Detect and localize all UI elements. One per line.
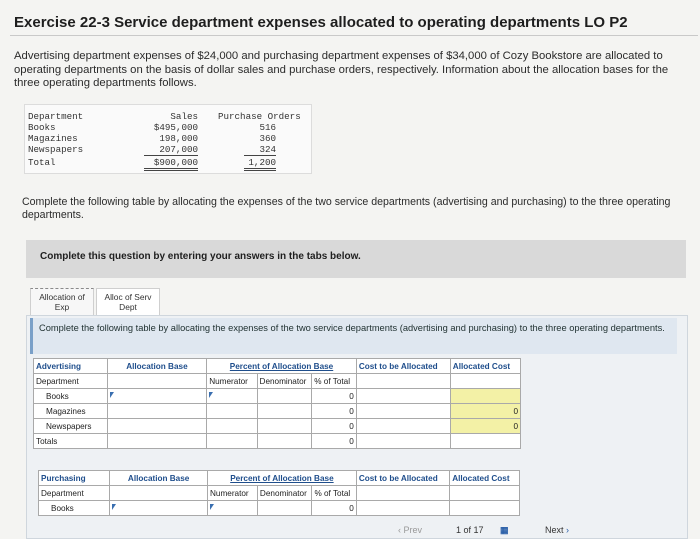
totals-cost-input[interactable] — [356, 434, 450, 449]
instruction-text: Complete the following table by allocating the expenses of the two service departments (advertising and purchasing) to the three operating departments. — [22, 196, 671, 221]
pct-total-value: 0 — [312, 389, 357, 404]
dropdown-marker-icon — [110, 392, 114, 398]
pct-total-value: 0 — [312, 419, 357, 434]
given-header-orders: Purchase Orders — [218, 111, 301, 122]
denominator-input[interactable] — [257, 404, 312, 419]
tab-label-line1: Alloc of Serv — [104, 292, 152, 302]
given-row-dept: Magazines — [28, 133, 78, 144]
banner-text: Complete this question by entering your answers in the tabs below. — [40, 251, 361, 262]
given-row-dept: Newspapers — [28, 144, 84, 155]
percent-base-header: Percent of Allocation Base — [207, 471, 356, 486]
row-label: Books — [39, 501, 110, 516]
pct-total-value: 0 — [312, 501, 356, 516]
cost-allocated-header: Cost to be Allocated — [356, 471, 449, 486]
advertising-allocation-table — [33, 358, 521, 449]
department-label: Department — [39, 486, 110, 501]
page-indicator: 1 of 17 — [456, 525, 484, 535]
pct-total-header: % of Total — [312, 374, 357, 389]
tab-allocation-of-exp[interactable] — [30, 288, 94, 318]
denominator-input[interactable] — [257, 389, 312, 404]
question-banner — [26, 240, 686, 278]
given-row-sales: 207,000 — [144, 144, 198, 156]
given-row-sales: $495,000 — [153, 122, 198, 133]
given-total-orders: 1,200 — [244, 157, 276, 171]
allocated-cost-header: Allocated Cost — [450, 359, 520, 374]
cost-allocated-input[interactable] — [356, 419, 450, 434]
row-label: Newspapers — [34, 419, 108, 434]
numerator-input[interactable] — [207, 501, 257, 516]
intro-text: Advertising department expenses of $24,000 and purchasing department expenses of $34,000 of Cozy Bookstore are allocated to operating departments on the basis of dollar sales and purchase orders, respectively. Information about the allocation bases for the three operating departments follows. — [14, 50, 669, 89]
given-header-sales: Sales — [170, 111, 198, 122]
totals-pct-value: 0 — [312, 434, 357, 449]
row-label: Magazines — [34, 404, 108, 419]
cost-allocated-input[interactable] — [356, 501, 449, 516]
dropdown-marker-icon — [210, 504, 214, 510]
given-row-orders: 324 — [244, 144, 276, 156]
next-label: Next — [545, 525, 564, 535]
prev-label: Prev — [403, 525, 423, 535]
given-header-department: Department — [28, 111, 84, 122]
dropdown-marker-icon — [209, 392, 213, 398]
denominator-input[interactable] — [257, 501, 312, 516]
grid-icon[interactable]: ▦ — [500, 525, 509, 535]
panel-instruction: Complete the following table by allocating the expenses of the two service departments (advertising and purchasing) to the three operating departments. — [30, 318, 677, 354]
purchasing-allocation-table — [38, 470, 520, 516]
allocation-base-input[interactable] — [107, 404, 207, 419]
dropdown-marker-icon — [112, 504, 116, 510]
given-row-sales: 198,000 — [159, 133, 198, 144]
section-label: Advertising — [34, 359, 108, 374]
allocation-base-input[interactable] — [107, 389, 207, 404]
percent-base-header: Percent of Allocation Base — [207, 359, 357, 374]
allocation-base-input[interactable] — [110, 501, 208, 516]
section-label: Purchasing — [39, 471, 110, 486]
denominator-input[interactable] — [257, 419, 312, 434]
given-row-dept: Books — [28, 122, 56, 133]
numerator-header: Numerator — [207, 374, 257, 389]
next-button[interactable] — [545, 525, 569, 535]
tab-label-line2: Exp — [54, 302, 70, 312]
numerator-input[interactable] — [207, 419, 257, 434]
allocated-cost-header: Allocated Cost — [450, 471, 520, 486]
cost-allocated-input[interactable] — [356, 389, 450, 404]
given-total-label: Total — [28, 157, 56, 168]
tab-label-line2: Dept — [119, 302, 137, 312]
numerator-input[interactable] — [207, 404, 257, 419]
given-row-orders: 516 — [259, 122, 276, 133]
row-label: Books — [34, 389, 108, 404]
prev-button[interactable] — [398, 525, 422, 535]
numerator-header: Numerator — [207, 486, 257, 501]
given-row-orders: 360 — [259, 133, 276, 144]
department-label: Department — [34, 374, 108, 389]
cost-allocated-header: Cost to be Allocated — [356, 359, 450, 374]
denominator-header: Denominator — [257, 374, 312, 389]
page-title: Exercise 22-3 Service department expenses allocated to operating departments LO P2 — [14, 14, 628, 31]
pct-total-header: % of Total — [312, 486, 356, 501]
tab-alloc-of-serv-dept[interactable] — [96, 288, 160, 318]
chevron-left-icon: ‹ — [398, 525, 401, 535]
chevron-right-icon: › — [566, 525, 570, 535]
allocated-cost-input[interactable] — [450, 501, 520, 516]
totals-label: Totals — [34, 434, 108, 449]
numerator-input[interactable] — [207, 389, 257, 404]
allocated-cost-value: 0 — [450, 419, 520, 434]
totals-base-input[interactable] — [107, 434, 207, 449]
allocated-cost-value: 0 — [450, 404, 520, 419]
given-total-sales: $900,000 — [144, 157, 198, 171]
allocation-base-header: Allocation Base — [107, 359, 207, 374]
tab-label-line1: Allocation of — [39, 292, 85, 302]
title-divider — [10, 35, 698, 36]
totals-allocated-input[interactable] — [450, 434, 520, 449]
denominator-header: Denominator — [257, 486, 312, 501]
cost-allocated-input[interactable] — [356, 404, 450, 419]
allocated-cost-value — [450, 389, 520, 404]
allocation-base-input[interactable] — [107, 419, 207, 434]
allocation-base-header: Allocation Base — [110, 471, 208, 486]
pct-total-value: 0 — [312, 404, 357, 419]
